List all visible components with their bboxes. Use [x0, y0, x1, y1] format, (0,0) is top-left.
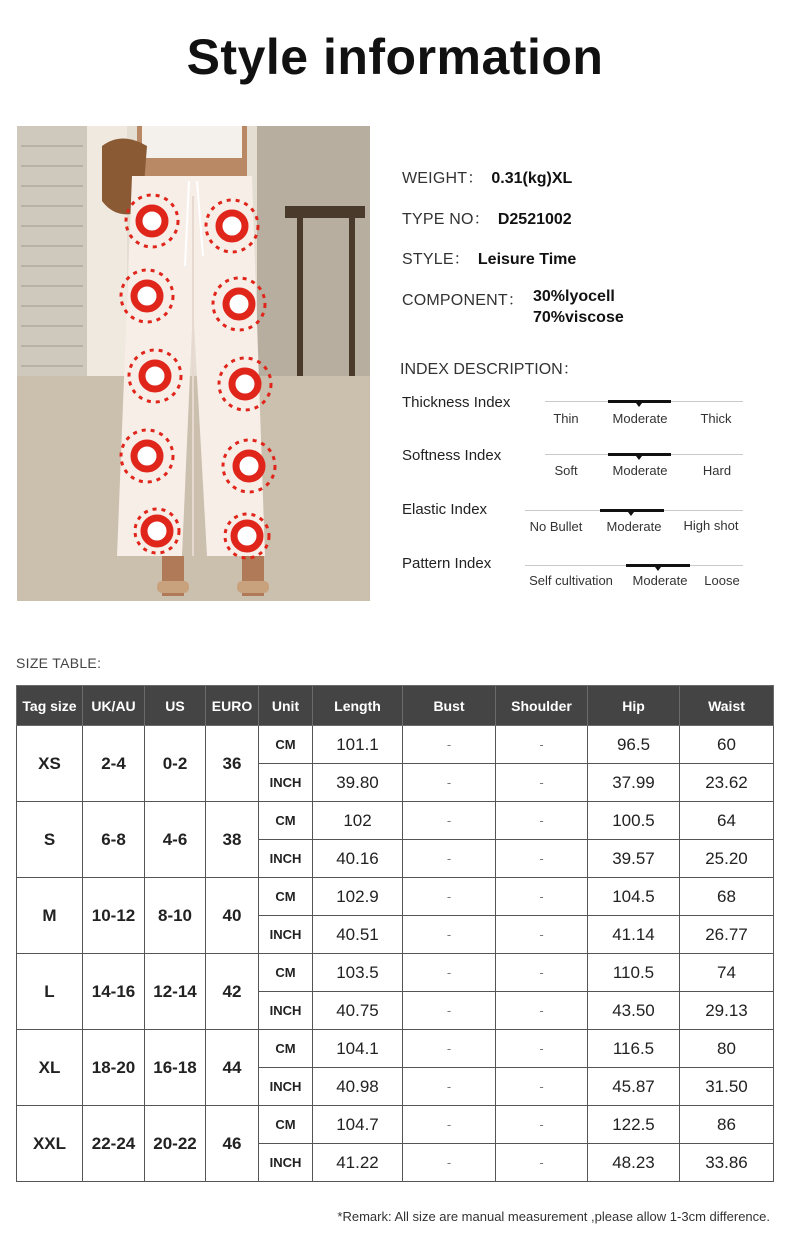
component-values [533, 286, 624, 328]
unit-cell: INCH [259, 992, 313, 1030]
euro-cell: 44 [206, 1030, 259, 1106]
thickness-index-label: Thickness Index [402, 394, 511, 411]
bust-cell: - [403, 954, 496, 992]
weight-value: 0.31(kg)XL [491, 170, 573, 187]
elastic-option-1: No Bullet [529, 519, 583, 534]
unit-cell: INCH [259, 1068, 313, 1106]
shoulder-cell: - [496, 916, 588, 954]
style-value: Leisure Time [477, 251, 577, 268]
shoulder-cell: - [496, 802, 588, 840]
component-row [402, 287, 524, 310]
elastic-option-2: Moderate [606, 519, 662, 534]
bust-cell: - [403, 802, 496, 840]
col-bust: Bust [403, 686, 496, 726]
pattern-index-label: Pattern Index [402, 555, 492, 572]
style-row [402, 246, 576, 269]
us-cell: 4-6 [145, 802, 206, 878]
shoulder-cell: - [496, 1106, 588, 1144]
softness-index-label: Softness Index [402, 447, 502, 464]
table-row [17, 1030, 774, 1068]
hip-cell: 116.5 [588, 1030, 680, 1068]
type-value: D2521002 [497, 211, 572, 228]
type-row [402, 206, 572, 229]
hip-cell: 43.50 [588, 992, 680, 1030]
length-cell: 103.5 [313, 954, 403, 992]
bust-cell: - [403, 878, 496, 916]
shoulder-cell: - [496, 1030, 588, 1068]
shoulder-cell: - [496, 1144, 588, 1182]
table-row [17, 726, 774, 764]
index-description-heading: INDEX DESCRIPTION： [400, 361, 579, 378]
hip-cell: 104.5 [588, 878, 680, 916]
thickness-option-3: Thick [700, 411, 732, 426]
size-table-header [17, 686, 774, 726]
size-tag-cell: L [17, 954, 83, 1030]
softness-option-3: Hard [702, 463, 732, 478]
size-tag-cell: XL [17, 1030, 83, 1106]
table-row [17, 954, 774, 992]
style-label: STYLE： [402, 251, 470, 268]
thickness-option-1: Thin [553, 411, 579, 426]
waist-cell: 68 [680, 878, 774, 916]
length-cell: 40.98 [313, 1068, 403, 1106]
unit-cell: INCH [259, 764, 313, 802]
component-value-1: 30%lyocell [533, 288, 615, 305]
hip-cell: 110.5 [588, 954, 680, 992]
us-cell: 20-22 [145, 1106, 206, 1182]
length-cell: 41.22 [313, 1144, 403, 1182]
hip-cell: 96.5 [588, 726, 680, 764]
softness-scale-pointer [636, 456, 642, 460]
waist-cell: 33.86 [680, 1144, 774, 1182]
hip-cell: 122.5 [588, 1106, 680, 1144]
size-table-label: SIZE TABLE: [16, 655, 102, 671]
thickness-option-2: Moderate [612, 411, 668, 426]
bust-cell: - [403, 992, 496, 1030]
bust-cell: - [403, 726, 496, 764]
unit-cell: CM [259, 878, 313, 916]
us-cell: 12-14 [145, 954, 206, 1030]
length-cell: 40.16 [313, 840, 403, 878]
component-value-2: 70%viscose [533, 309, 624, 326]
pattern-option-2: Moderate [632, 573, 688, 588]
hip-cell: 48.23 [588, 1144, 680, 1182]
euro-cell: 40 [206, 878, 259, 954]
size-remark: *Remark: All size are manual measurement ,please allow 1-3cm difference. [337, 1209, 770, 1224]
hip-cell: 41.14 [588, 916, 680, 954]
elastic-option-3: High shot [683, 518, 739, 533]
bust-cell: - [403, 1106, 496, 1144]
hip-cell: 37.99 [588, 764, 680, 802]
shoulder-cell: - [496, 840, 588, 878]
unit-cell: INCH [259, 1144, 313, 1182]
pattern-option-3: Loose [704, 573, 740, 588]
length-cell: 104.7 [313, 1106, 403, 1144]
weight-row [402, 165, 572, 188]
table-row [17, 802, 774, 840]
waist-cell: 25.20 [680, 840, 774, 878]
shoulder-cell: - [496, 878, 588, 916]
pattern-option-1: Self cultivation [529, 573, 613, 588]
length-cell: 40.51 [313, 916, 403, 954]
length-cell: 104.1 [313, 1030, 403, 1068]
unit-cell: INCH [259, 840, 313, 878]
pattern-scale-pointer [655, 567, 661, 571]
product-photo [17, 126, 370, 601]
size-tag-cell: M [17, 878, 83, 954]
waist-cell: 23.62 [680, 764, 774, 802]
length-cell: 102 [313, 802, 403, 840]
unit-cell: CM [259, 1030, 313, 1068]
unit-cell: CM [259, 726, 313, 764]
euro-cell: 38 [206, 802, 259, 878]
softness-option-2: Moderate [612, 463, 668, 478]
thickness-scale-pointer [636, 403, 642, 407]
unit-cell: CM [259, 802, 313, 840]
euro-cell: 46 [206, 1106, 259, 1182]
weight-label: WEIGHT： [402, 170, 484, 187]
bust-cell: - [403, 764, 496, 802]
uk-au-cell: 10-12 [83, 878, 145, 954]
euro-cell: 42 [206, 954, 259, 1030]
waist-cell: 31.50 [680, 1068, 774, 1106]
uk-au-cell: 14-16 [83, 954, 145, 1030]
shoulder-cell: - [496, 726, 588, 764]
col-tag-size: Tag size [17, 686, 83, 726]
euro-cell: 36 [206, 726, 259, 802]
size-tag-cell: XXL [17, 1106, 83, 1182]
bust-cell: - [403, 1030, 496, 1068]
size-tag-cell: XS [17, 726, 83, 802]
hip-cell: 39.57 [588, 840, 680, 878]
col-euro: EURO [206, 686, 259, 726]
size-tag-cell: S [17, 802, 83, 878]
length-cell: 40.75 [313, 992, 403, 1030]
waist-cell: 86 [680, 1106, 774, 1144]
us-cell: 16-18 [145, 1030, 206, 1106]
bust-cell: - [403, 916, 496, 954]
length-cell: 39.80 [313, 764, 403, 802]
col-length: Length [313, 686, 403, 726]
waist-cell: 29.13 [680, 992, 774, 1030]
type-label: TYPE NO： [402, 211, 490, 228]
us-cell: 0-2 [145, 726, 206, 802]
us-cell: 8-10 [145, 878, 206, 954]
bust-cell: - [403, 1144, 496, 1182]
shoulder-cell: - [496, 764, 588, 802]
waist-cell: 80 [680, 1030, 774, 1068]
shoulder-cell: - [496, 992, 588, 1030]
waist-cell: 60 [680, 726, 774, 764]
uk-au-cell: 18-20 [83, 1030, 145, 1106]
shoulder-cell: - [496, 1068, 588, 1106]
size-table [16, 685, 774, 1182]
hip-cell: 100.5 [588, 802, 680, 840]
unit-cell: CM [259, 1106, 313, 1144]
hip-cell: 45.87 [588, 1068, 680, 1106]
length-cell: 102.9 [313, 878, 403, 916]
col-uk-au: UK/AU [83, 686, 145, 726]
bust-cell: - [403, 1068, 496, 1106]
table-row [17, 878, 774, 916]
elastic-index-label: Elastic Index [402, 501, 488, 518]
waist-cell: 74 [680, 954, 774, 992]
col-us: US [145, 686, 206, 726]
shoulder-cell: - [496, 954, 588, 992]
col-hip: Hip [588, 686, 680, 726]
unit-cell: CM [259, 954, 313, 992]
page-title: Style information [186, 29, 604, 85]
col-waist: Waist [680, 686, 774, 726]
waist-cell: 26.77 [680, 916, 774, 954]
component-label: COMPONENT： [402, 292, 524, 309]
length-cell: 101.1 [313, 726, 403, 764]
uk-au-cell: 6-8 [83, 802, 145, 878]
uk-au-cell: 2-4 [83, 726, 145, 802]
waist-cell: 64 [680, 802, 774, 840]
elastic-scale-pointer [628, 512, 634, 516]
uk-au-cell: 22-24 [83, 1106, 145, 1182]
bust-cell: - [403, 840, 496, 878]
softness-option-1: Soft [554, 463, 578, 478]
col-unit: Unit [259, 686, 313, 726]
col-shoulder: Shoulder [496, 686, 588, 726]
table-row [17, 1106, 774, 1144]
unit-cell: INCH [259, 916, 313, 954]
